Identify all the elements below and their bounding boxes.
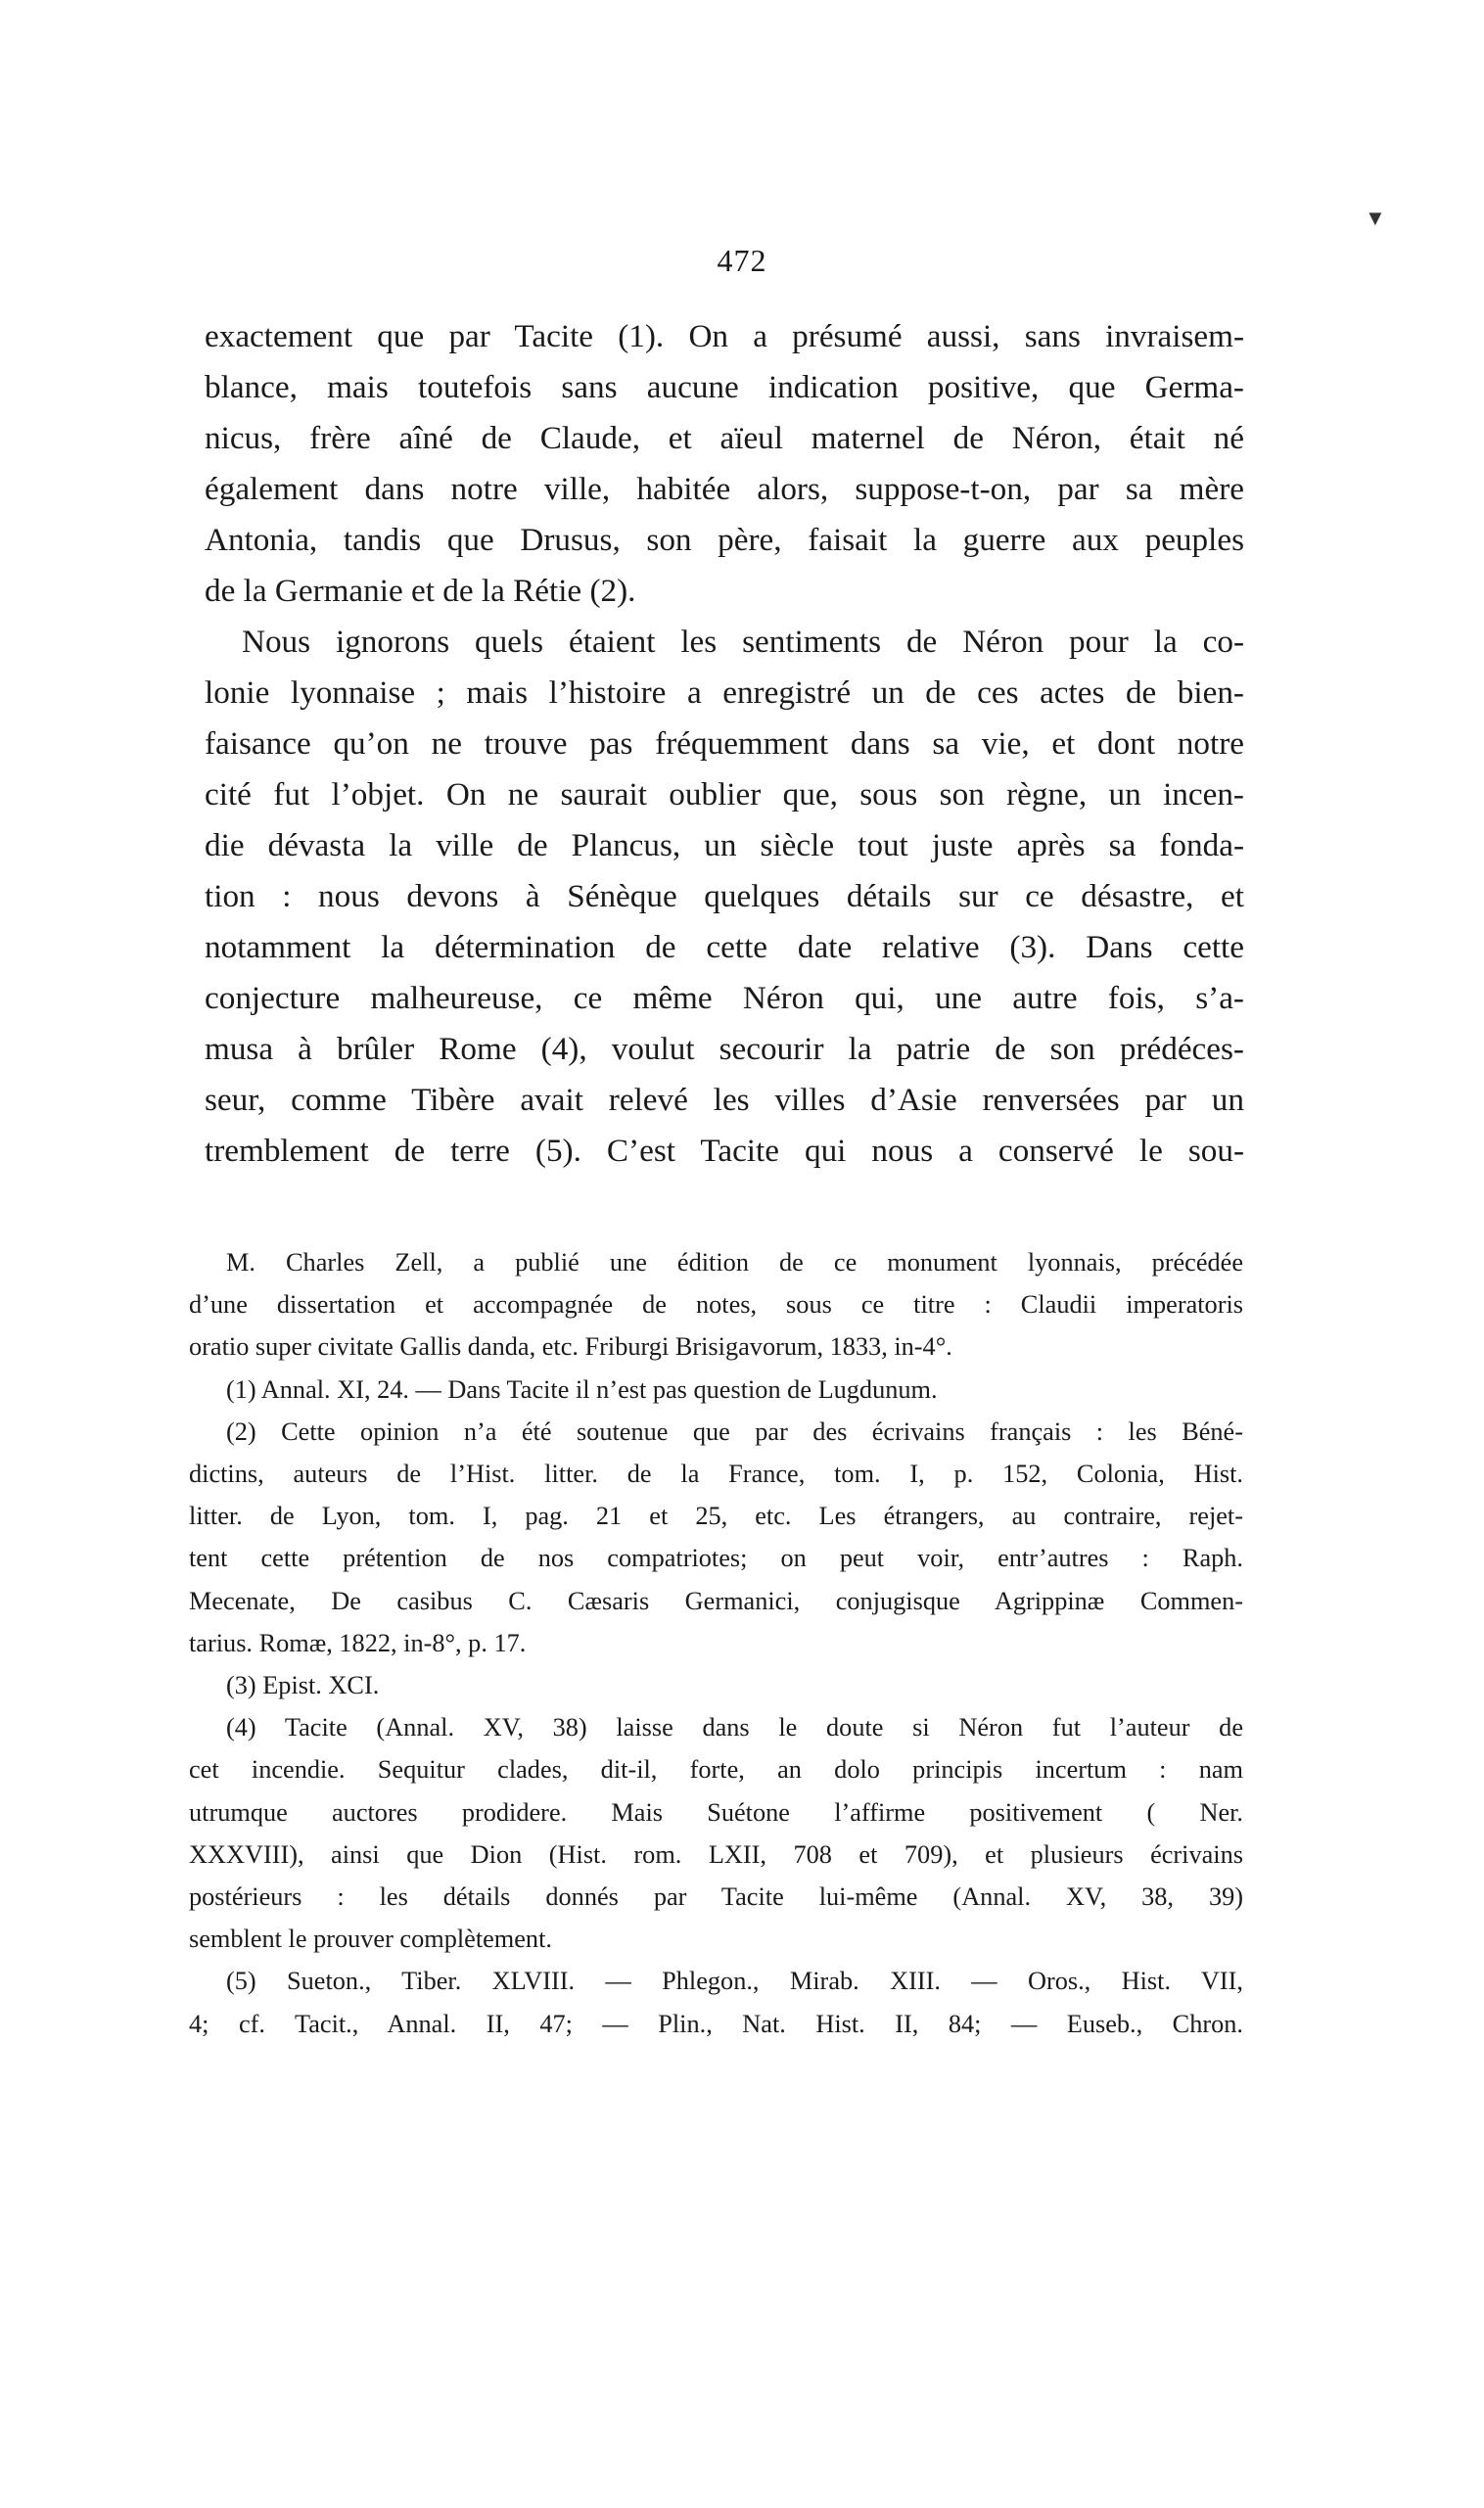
corner-mark: ▼ bbox=[1365, 206, 1386, 230]
body-line: également dans notre ville, habitée alors, suppose-t-on, par sa mère bbox=[205, 471, 1244, 507]
body-line: de la Germanie et de la Rétie (2). bbox=[205, 573, 636, 609]
footnote-line: semblent le prouver complètement. bbox=[189, 1925, 552, 1954]
page-number: 472 bbox=[717, 243, 767, 278]
footnote-line: 4; cf. Tacit., Annal. II, 47; — Plin., Nat. Hist. II, 84; — Euseb., Chron. bbox=[189, 2009, 1243, 2038]
footnote-line: M. Charles Zell, a publié une édition de ce monument lyonnais, précédée bbox=[226, 1248, 1243, 1277]
body-line: Antonia, tandis que Drusus, son père, faisait la guerre aux peuples bbox=[205, 522, 1244, 558]
body-text bbox=[205, 311, 1244, 1177]
footnote-line: Mecenate, De casibus C. Cæsaris Germanici, conjugisque Agrippinæ Commen- bbox=[189, 1586, 1243, 1615]
body-line: cité fut l’objet. On ne saurait oublier que, sous son règne, un incen- bbox=[205, 776, 1244, 813]
footnote-line: utrumque auctores prodidere. Mais Suétone l’affirme positivement ( Ner. bbox=[189, 1797, 1243, 1827]
footnotes bbox=[189, 1241, 1243, 2045]
body-line: blance, mais toutefois sans aucune indication positive, que Germa- bbox=[205, 369, 1244, 405]
footnote-line: tent cette prétention de nos compatriotes; on peut voir, entr’autres : Raph. bbox=[189, 1544, 1243, 1573]
footnote-line: oratio super civitate Gallis danda, etc. Friburgi Brisigavorum, 1833, in-4°. bbox=[189, 1332, 952, 1362]
body-line: die dévasta la ville de Plancus, un siècle tout juste après sa fonda- bbox=[205, 827, 1244, 863]
body-line: tremblement de terre (5). C’est Tacite qui nous a conservé le sou- bbox=[205, 1133, 1244, 1169]
body-line: seur, comme Tibère avait relevé les villes d’Asie renversées par un bbox=[205, 1082, 1244, 1118]
footnote-line: cet incendie. Sequitur clades, dit-il, forte, an dolo principis incertum : nam bbox=[189, 1755, 1243, 1785]
body-line: lonie lyonnaise ; mais l’histoire a enregistré un de ces actes de bien- bbox=[205, 674, 1244, 711]
footnote-line: dictins, auteurs de l’Hist. litter. de la France, tom. I, p. 152, Colonia, Hist. bbox=[189, 1460, 1243, 1489]
footnote-line: litter. de Lyon, tom. I, pag. 21 et 25, etc. Les étrangers, au contraire, rejet- bbox=[189, 1502, 1243, 1531]
body-line: Nous ignorons quels étaient les sentiments de Néron pour la co- bbox=[242, 624, 1244, 660]
body-line: notamment la détermination de cette date relative (3). Dans cette bbox=[205, 929, 1244, 965]
footnote-line: postérieurs : les détails donnés par Tacite lui-même (Annal. XV, 38, 39) bbox=[189, 1882, 1243, 1912]
footnote-3: (3) Epist. XCI. bbox=[226, 1671, 380, 1700]
footnote-5: (5) Sueton., Tiber. XLVIII. — Phlegon., Mirab. XIII. — Oros., Hist. VII, bbox=[226, 1967, 1243, 1996]
footnote-line: XXXVIII), ainsi que Dion (Hist. rom. LXII, 708 et 709), et plusieurs écrivains bbox=[189, 1839, 1243, 1869]
footnote-2: (2) Cette opinion n’a été soutenue que par des écrivains français : les Béné- bbox=[226, 1417, 1243, 1446]
footnote-line: tarius. Romæ, 1822, in-8°, p. 17. bbox=[189, 1628, 527, 1657]
footnote-4: (4) Tacite (Annal. XV, 38) laisse dans le doute si Néron fut l’auteur de bbox=[226, 1713, 1243, 1742]
body-line: musa à brûler Rome (4), voulut secourir la patrie de son prédéces- bbox=[205, 1031, 1244, 1067]
body-line: tion : nous devons à Sénèque quelques détails sur ce désastre, et bbox=[205, 878, 1244, 914]
footnote-line: d’une dissertation et accompagnée de notes, sous ce titre : Claudii imperatoris bbox=[189, 1290, 1243, 1320]
body-line: conjecture malheureuse, ce même Néron qui, une autre fois, s’a- bbox=[205, 980, 1244, 1016]
body-line: exactement que par Tacite (1). On a présumé aussi, sans invraisem- bbox=[205, 318, 1244, 354]
footnote-1: (1) Annal. XI, 24. — Dans Tacite il n’est pas question de Lugdunum. bbox=[226, 1374, 938, 1404]
body-line: nicus, frère aîné de Claude, et aïeul maternel de Néron, était né bbox=[205, 420, 1244, 456]
body-line: faisance qu’on ne trouve pas fréquemment dans sa vie, et dont notre bbox=[205, 725, 1244, 762]
